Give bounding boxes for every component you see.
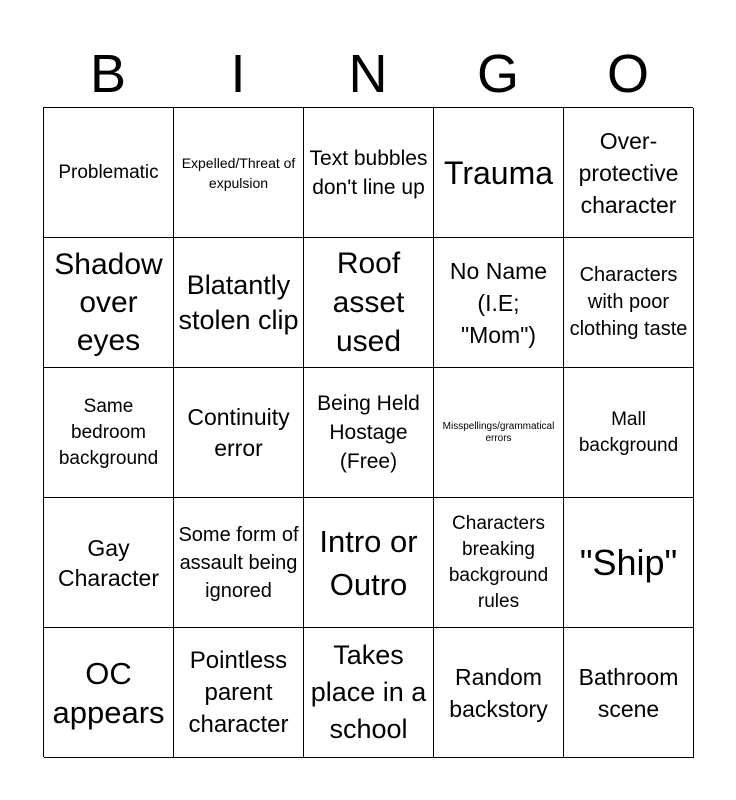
cell-label: Trauma xyxy=(443,154,554,191)
header-letter-o: O xyxy=(606,44,649,104)
bingo-grid xyxy=(43,107,693,757)
bingo-cell[interactable] xyxy=(304,238,434,368)
bingo-cell[interactable] xyxy=(564,238,694,368)
bingo-cell[interactable] xyxy=(434,498,564,628)
bingo-cell[interactable] xyxy=(44,238,174,368)
cell-label: OC appears xyxy=(52,655,165,730)
cell-label: No Name (I.E; "Mom") xyxy=(449,257,548,348)
header-letter-n: N xyxy=(348,44,388,104)
cell-label: Characters with poor clothing taste xyxy=(569,264,688,340)
cell-label: Being Held Hostage (Free) xyxy=(317,392,420,473)
bingo-cell[interactable] xyxy=(44,368,174,498)
cell-label: Misspellings/grammatical errors xyxy=(442,420,555,444)
cell-label: Intro or Outro xyxy=(319,523,418,602)
cell-label: Random backstory xyxy=(449,663,548,722)
bingo-cell[interactable] xyxy=(434,628,564,758)
bingo-cell[interactable] xyxy=(564,108,694,238)
bingo-cell[interactable] xyxy=(304,108,434,238)
bingo-cell[interactable] xyxy=(434,108,564,238)
cell-label: Blatantly stolen clip xyxy=(178,269,299,335)
bingo-cell[interactable] xyxy=(174,238,304,368)
bingo-cell[interactable] xyxy=(44,108,174,238)
bingo-cell[interactable] xyxy=(44,628,174,758)
cell-label: Continuity error xyxy=(187,403,290,461)
header-letter-g: G xyxy=(476,44,519,104)
cell-label: Some form of assault being ignored xyxy=(178,523,299,602)
bingo-cell[interactable] xyxy=(174,368,304,498)
cell-label: Pointless parent character xyxy=(188,646,289,738)
bingo-cell[interactable] xyxy=(174,628,304,758)
cell-label: "Ship" xyxy=(579,541,678,583)
cell-label: Problematic xyxy=(58,161,159,183)
bingo-cell[interactable] xyxy=(304,498,434,628)
header-letter-b: B xyxy=(89,44,127,104)
cell-label: Takes place in a school xyxy=(310,640,427,744)
cell-label: Same bedroom background xyxy=(58,395,159,469)
cell-label: Gay Character xyxy=(58,534,159,591)
bingo-cell[interactable] xyxy=(174,498,304,628)
cell-label: Characters breaking background rules xyxy=(448,512,549,612)
cell-label: Bathroom scene xyxy=(578,663,679,722)
bingo-cell[interactable] xyxy=(434,238,564,368)
cell-label: Shadow over eyes xyxy=(54,247,163,357)
cell-label: Expelled/Threat of expulsion xyxy=(181,154,296,191)
bingo-cell[interactable] xyxy=(564,498,694,628)
bingo-cell[interactable] xyxy=(304,628,434,758)
bingo-cell[interactable] xyxy=(44,498,174,628)
cell-label: Over-protective character xyxy=(578,127,679,218)
bingo-cell[interactable] xyxy=(304,368,434,498)
bingo-cell[interactable] xyxy=(174,108,304,238)
cell-label: Text bubbles don't line up xyxy=(309,146,428,199)
cell-label: Mall background xyxy=(578,408,679,456)
bingo-header xyxy=(43,42,693,106)
cell-label: Roof asset used xyxy=(332,247,405,358)
bingo-cell[interactable] xyxy=(434,368,564,498)
header-letter-i: I xyxy=(230,44,246,104)
bingo-cell[interactable] xyxy=(564,628,694,758)
bingo-cell[interactable] xyxy=(564,368,694,498)
